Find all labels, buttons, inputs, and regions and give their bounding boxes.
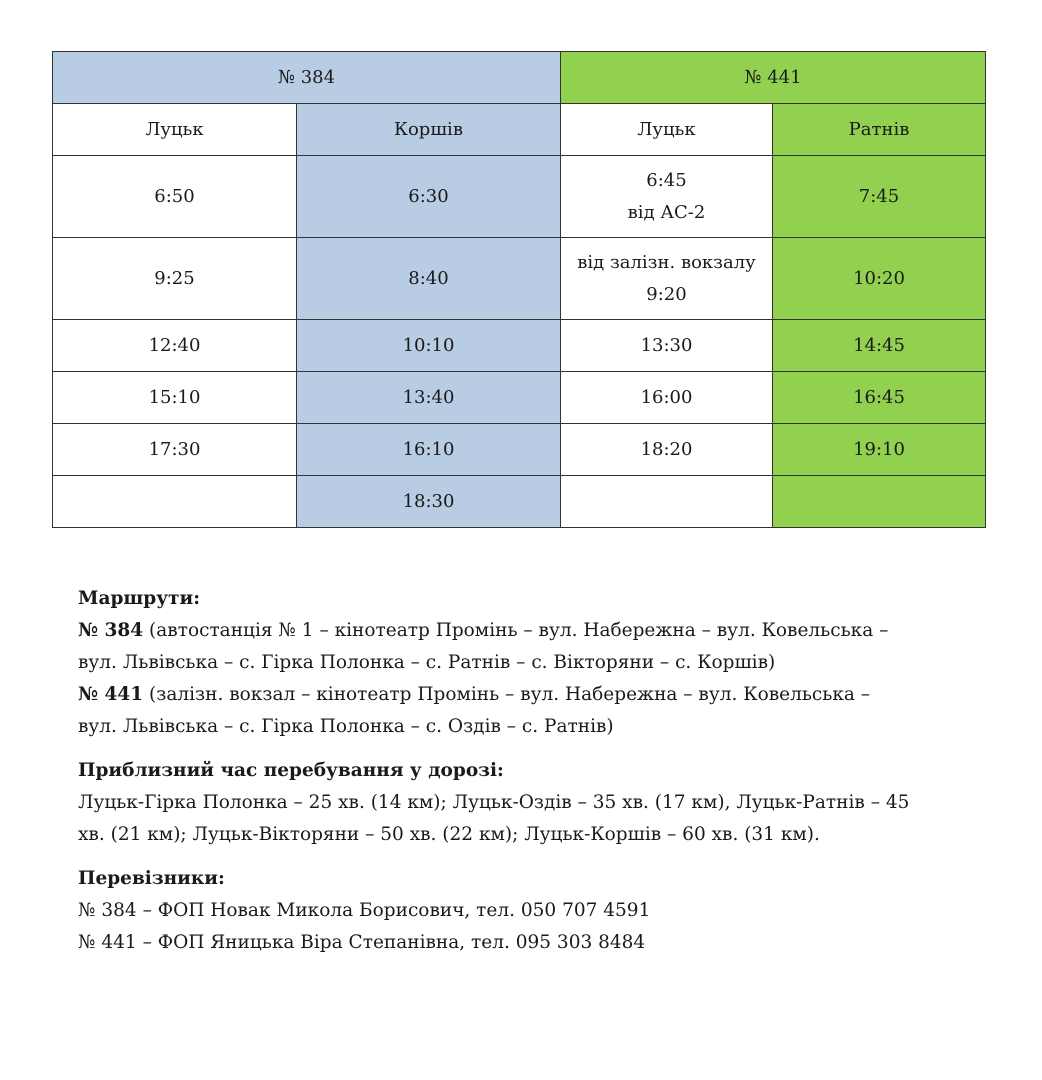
table-cell: 6:30 — [297, 156, 561, 238]
route-441-line1: (залізн. вокзал – кінотеатр Промінь – вул. Набережна – вул. Ковельська – — [143, 684, 871, 705]
column-header-lutsk-441: Луцьк — [561, 104, 773, 156]
carrier-441: № 441 – ФОП Яницька Віра Степанівна, тел. 095 303 8484 — [78, 932, 646, 953]
table-row — [53, 372, 986, 424]
table-cell: 18:20 — [561, 424, 773, 476]
column-header-row — [53, 104, 986, 156]
carriers-heading: Перевізники: — [78, 868, 225, 889]
routes-heading: Маршрути: — [78, 588, 201, 609]
table-row — [53, 238, 986, 320]
route-header-row — [53, 52, 986, 104]
travel-time-line1: Луцьк-Гірка Полонка – 25 хв. (14 км); Луцьк-Оздів – 35 хв. (17 км), Луцьк-Ратнів – 45 — [78, 792, 910, 813]
table-cell: 16:10 — [297, 424, 561, 476]
route-441-number: № 441 — [78, 684, 144, 705]
route-441-description — [78, 679, 1018, 711]
table-cell-line: 9:20 — [646, 283, 687, 305]
column-header-lutsk-384: Луцьк — [53, 104, 297, 156]
table-row — [53, 476, 986, 528]
column-header-ratniv: Ратнів — [773, 104, 986, 156]
carrier-384: № 384 – ФОП Новак Микола Борисович, тел. 050 707 4591 — [78, 900, 651, 921]
table-cell — [561, 476, 773, 528]
travel-time-line2: хв. (21 км); Луцьк-Вікторяни – 50 хв. (22 км); Луцьк-Коршів – 60 хв. (31 км). — [78, 824, 820, 845]
schedule-table — [52, 51, 986, 528]
table-cell: 14:45 — [773, 320, 986, 372]
info-section — [78, 583, 1018, 959]
route-384-description — [78, 615, 1018, 647]
route-384-line1: (автостанція № 1 – кінотеатр Промінь – вул. Набережна – вул. Ковельська – — [143, 620, 889, 641]
table-cell: 16:45 — [773, 372, 986, 424]
table-cell: 17:30 — [53, 424, 297, 476]
table-cell: 18:30 — [297, 476, 561, 528]
column-header-korshiv: Коршів — [297, 104, 561, 156]
table-cell: 15:10 — [53, 372, 297, 424]
table-cell: 12:40 — [53, 320, 297, 372]
table-cell: 7:45 — [773, 156, 986, 238]
table-cell: 19:10 — [773, 424, 986, 476]
table-cell — [561, 238, 773, 320]
table-cell: 10:10 — [297, 320, 561, 372]
route-384-line2: вул. Львівська – с. Гірка Полонка – с. Ратнів – с. Вікторяни – с. Коршів) — [78, 652, 776, 673]
table-cell — [773, 476, 986, 528]
table-cell: 16:00 — [561, 372, 773, 424]
route-384-number: № 384 — [78, 620, 144, 641]
table-cell: 8:40 — [297, 238, 561, 320]
table-cell-line: від залізн. вокзалу — [577, 251, 756, 273]
route-441-line2: вул. Львівська – с. Гірка Полонка – с. Оздів – с. Ратнів) — [78, 716, 614, 737]
table-cell — [53, 476, 297, 528]
table-cell — [561, 156, 773, 238]
table-cell-line: 6:45 — [646, 169, 687, 191]
table-cell: 6:50 — [53, 156, 297, 238]
table-row — [53, 424, 986, 476]
table-cell: 13:30 — [561, 320, 773, 372]
table-cell: 10:20 — [773, 238, 986, 320]
route-441-header: № 441 — [561, 52, 986, 104]
table-row — [53, 320, 986, 372]
table-row — [53, 156, 986, 238]
table-cell: 13:40 — [297, 372, 561, 424]
table-cell-line: від АС-2 — [627, 201, 706, 223]
travel-time-heading: Приблизний час перебування у дорозі: — [78, 760, 504, 781]
table-cell: 9:25 — [53, 238, 297, 320]
route-384-header: № 384 — [53, 52, 561, 104]
